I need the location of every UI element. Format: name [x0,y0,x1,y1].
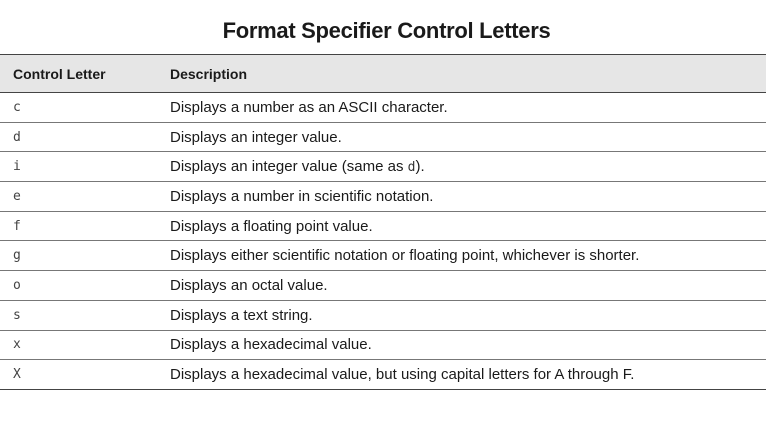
table-row [0,271,766,301]
description-cell: Displays a hexadecimal value. [156,330,766,360]
table-row [0,360,766,390]
control-letter-cell: e [0,182,156,212]
description-cell: Displays a number in scientific notation. [156,182,766,212]
control-letter-cell: x [0,330,156,360]
table-row [0,211,766,241]
table-row [0,122,766,152]
description-cell: Displays a floating point value. [156,211,766,241]
control-letter-cell: s [0,300,156,330]
description-code: d [407,160,416,176]
description-cell: Displays a number as an ASCII character. [156,93,766,123]
control-letter-cell: d [0,122,156,152]
table-row [0,182,766,212]
description-cell: Displays an integer value. [156,122,766,152]
page-title: Format Specifier Control Letters [222,18,551,43]
description-cell: Displays either scientific notation or floating point, whichever is shorter. [156,241,766,271]
control-letter-cell: c [0,93,156,123]
description-text: Displays an integer value (same as [170,158,408,176]
control-letter-cell: f [0,211,156,241]
description-cell: Displays a text string. [156,300,766,330]
control-letter-cell: o [0,271,156,301]
description-cell [156,152,766,182]
table-row [0,152,766,182]
table-header-row [0,55,766,93]
control-letters-table [0,54,766,390]
description-cell: Displays an octal value. [156,271,766,301]
control-letter-cell: i [0,152,156,182]
control-letter-cell: g [0,241,156,271]
control-letter-cell: X [0,360,156,390]
column-header-description: Description [156,55,766,93]
column-header-control-letter: Control Letter [0,55,156,93]
table-row [0,300,766,330]
table-row [0,330,766,360]
description-text: ). [415,158,425,176]
table-row [0,93,766,123]
description-cell: Displays a hexadecimal value, but using capital letters for A through F. [156,360,766,390]
table-row [0,241,766,271]
